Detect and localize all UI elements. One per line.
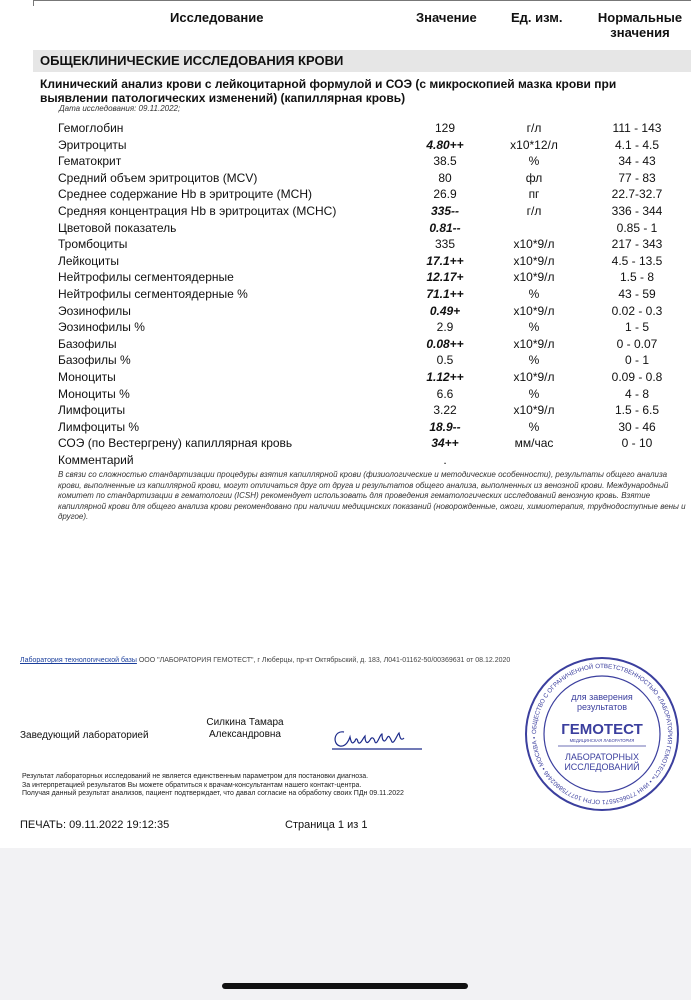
row-range: 0.02 - 0.3 (611, 303, 663, 318)
analysis-subtitle: Клинический анализ крови с лейкоцитарной формулой и СОЭ (с микроскопией мазка крови при выявлении патологических изменений) (капиллярная кровь) (40, 77, 617, 105)
signer-role: Заведующий лабораторией (20, 730, 149, 741)
row-value: 12.17+ (426, 270, 464, 285)
row-unit: % (528, 353, 540, 368)
row-value: 18.9-- (429, 419, 461, 434)
table-row (0, 236, 691, 253)
table-row (0, 170, 691, 187)
disclaimer-line-2: За интерпретацией результатов Вы можете обратиться к врачам-консультантам нашего контакт-центра. (22, 781, 362, 789)
row-name: Нейтрофилы сегментоядерные (58, 270, 234, 285)
row-range: 1.5 - 8 (619, 270, 655, 285)
row-unit: г/л (526, 121, 542, 135)
results-table (0, 120, 691, 468)
row-range: 0.85 - 1 (616, 220, 658, 235)
row-range: 77 - 83 (618, 170, 656, 185)
row-unit: % (528, 320, 540, 335)
row-name: Средний объем эритроцитов (MCV) (58, 170, 258, 185)
row-range: 4.5 - 13.5 (611, 253, 663, 268)
header-study: Исследование (170, 10, 264, 25)
header-norm (590, 10, 690, 40)
table-row (0, 286, 691, 303)
row-name: Средняя концентрация Hb в эритроцитах (MCHC) (58, 203, 337, 218)
table-row (0, 319, 691, 336)
page-counter: Страница 1 из 1 (285, 819, 368, 831)
row-name: Комментарий (58, 452, 134, 467)
table-row (0, 386, 691, 403)
stamp-inner-bottom-2: ИССЛЕДОВАНИЙ (564, 762, 640, 772)
row-range: 111 - 143 (612, 121, 662, 135)
row-name: Лимфоциты (58, 403, 126, 418)
row-unit: % (528, 286, 540, 301)
row-value: 26.9 (433, 187, 457, 202)
row-range: 0.09 - 0.8 (611, 369, 663, 384)
row-value: . (443, 452, 447, 467)
row-range: 22.7-32.7 (611, 187, 663, 202)
table-row (0, 303, 691, 320)
table-row (0, 253, 691, 270)
row-range: 0 - 0.07 (616, 336, 658, 351)
row-name: Гемоглобин (58, 121, 124, 135)
stamp-inner-bottom-1: ЛАБОРАТОРНЫХ (565, 752, 639, 762)
row-unit: % (528, 419, 540, 434)
stamp-ring-text: ОБЩЕСТВО С ОГРАНИЧЕННОЙ ОТВЕТСТВЕННОСТЬЮ «ЛАБОРАТОРИЯ ГЕМОТЕСТ» • ИНН 7706635571 ОГРН 1077758802446 • МОСКВА • (530, 662, 674, 806)
row-unit: x10*9/л (513, 336, 555, 351)
signer-name (190, 717, 300, 741)
top-border (33, 0, 691, 1)
row-name: Тромбоциты (58, 237, 128, 252)
header-value: Значение (416, 10, 477, 25)
row-range: 4 - 8 (624, 386, 649, 401)
row-unit: г/л (526, 203, 542, 218)
table-row (0, 220, 691, 237)
table-row (0, 402, 691, 419)
capillary-note: В связи со сложностью стандартизации процедуры взятия капиллярной крови (физиологические и методические особенности), результаты общего анализа крови, выполненные из капиллярной крови, могут отличаться друг от друга и результатов общего анализа, выполненных из венозной крови. Международный комитет по стандартизации в гематологии (ICSH) рекомендует использовать для проведения гематологических исследований венозную кровь. Взятие капиллярной крови для общего анализа крови рекомендовано при наличии медицинских показаний (новорожденные, ожоги, химиотерапия, труднодоступные вены и другое). (58, 470, 686, 521)
row-name: Моноциты (58, 369, 116, 384)
section-title: ОБЩЕКЛИНИЧЕСКИЕ ИССЛЕДОВАНИЯ КРОВИ (33, 50, 691, 72)
stamp-inner-top-2: результатов (576, 702, 628, 712)
stamp-inner-top-1: для заверения (571, 692, 633, 702)
row-unit: мм/час (514, 436, 554, 451)
table-row (0, 203, 691, 220)
stamp-brand-sub: МЕДИЦИНСКАЯ ЛАБОРАТОРИЯ (569, 738, 635, 743)
row-name: Лимфоциты % (58, 419, 140, 434)
table-row (0, 186, 691, 203)
row-value: 0.5 (436, 353, 454, 368)
table-row (0, 153, 691, 170)
row-value: 3.22 (433, 403, 457, 418)
table-row (0, 419, 691, 436)
row-name: Гематокрит (58, 154, 122, 169)
table-row (0, 352, 691, 369)
row-value: 6.6 (436, 386, 454, 401)
row-name: Эозинофилы % (58, 320, 145, 335)
row-unit: % (528, 386, 540, 401)
lab-stamp (524, 656, 680, 812)
row-name: Нейтрофилы сегментоядерные % (58, 286, 248, 301)
signer-name-line1: Силкина Тамара (206, 717, 284, 728)
row-name: Лейкоциты (58, 253, 120, 268)
row-value: 38.5 (433, 154, 457, 169)
handwritten-signature (330, 722, 425, 754)
row-name: Моноциты % (58, 386, 130, 401)
disclaimer-line-1: Результат лабораторных исследований не является единственным параметром для постановки диагноза. (22, 773, 369, 780)
row-value: 0.81-- (429, 220, 461, 235)
header-norm-line1: Нормальные (597, 10, 683, 25)
row-name: Эозинофилы (58, 303, 131, 318)
lab-details: ООО "ЛАБОРАТОРИЯ ГЕМОТЕСТ", г Люберцы, пр-кт Октябрьский, д. 183, Л041-01162-50/00369631 от 08.12.2020 (136, 657, 511, 664)
row-unit: x10*9/л (513, 237, 555, 252)
home-indicator[interactable] (222, 983, 468, 989)
row-unit: пг (528, 187, 540, 202)
row-value: 34++ (431, 436, 459, 451)
table-row (0, 435, 691, 452)
row-range: 0 - 10 (621, 436, 653, 451)
print-timestamp: ПЕЧАТЬ: 09.11.2022 19:12:35 (20, 819, 170, 831)
row-value: 2.9 (436, 320, 454, 335)
row-value: 0.08++ (426, 336, 464, 351)
lab-info (20, 656, 540, 665)
lab-link[interactable]: Лаборатория технологической базы (20, 657, 137, 664)
row-range: 336 - 344 (611, 203, 663, 218)
row-range: 30 - 46 (618, 419, 656, 434)
header-norm-line2: значения (610, 25, 670, 40)
row-range: 1.5 - 6.5 (614, 403, 660, 418)
header-unit: Ед. изм. (511, 10, 563, 25)
row-unit: x10*9/л (513, 270, 555, 285)
table-row (0, 369, 691, 386)
row-range: 4.1 - 4.5 (614, 137, 660, 152)
row-name: Эритроциты (58, 137, 127, 152)
row-unit: x10*9/л (513, 369, 555, 384)
row-range: 217 - 343 (611, 237, 663, 252)
row-name: Базофилы (58, 336, 117, 351)
row-unit: % (528, 154, 540, 169)
row-name: Цветовой показатель (58, 220, 177, 235)
row-unit: x10*9/л (513, 403, 555, 418)
table-row (0, 120, 691, 137)
row-range: 0 - 1 (624, 353, 649, 368)
row-unit: x10*9/л (513, 253, 555, 268)
row-name: Среднее содержание Hb в эритроците (MCH) (58, 187, 312, 202)
row-unit: фл (525, 170, 543, 185)
disclaimer-line-3: Получая данный результат анализов, пациент подтверждает, что давал согласие на обработку своих ПДн 09.11.2022 (22, 790, 404, 797)
row-value: 335-- (430, 203, 459, 218)
row-range: 34 - 43 (618, 154, 656, 169)
table-row (0, 336, 691, 353)
table-row (0, 269, 691, 286)
table-row (0, 137, 691, 154)
signer-name-line2: Александровна (209, 729, 281, 740)
top-border-tick (33, 0, 34, 6)
row-value: 335 (434, 237, 456, 252)
row-value: 4.80++ (426, 137, 464, 152)
row-name: Базофилы % (58, 353, 131, 368)
row-value: 129 (434, 121, 456, 135)
row-value: 80 (438, 170, 452, 185)
row-value: 17.1++ (426, 253, 464, 268)
stamp-brand: ГЕМОТЕСТ (561, 721, 643, 738)
row-range: 43 - 59 (618, 286, 656, 301)
row-value: 0.49+ (429, 303, 461, 318)
study-date: Дата исследования: 09.11.2022; (59, 104, 181, 113)
row-unit: x10*9/л (513, 303, 555, 318)
row-unit: x10*12/л (510, 137, 558, 152)
row-value: 71.1++ (426, 286, 464, 301)
row-name: СОЭ (по Вестергрену) капиллярная кровь (58, 436, 293, 451)
row-value: 1.12++ (426, 369, 464, 384)
disclaimer (22, 773, 492, 799)
row-range: 1 - 5 (624, 320, 649, 335)
table-row (0, 452, 691, 469)
